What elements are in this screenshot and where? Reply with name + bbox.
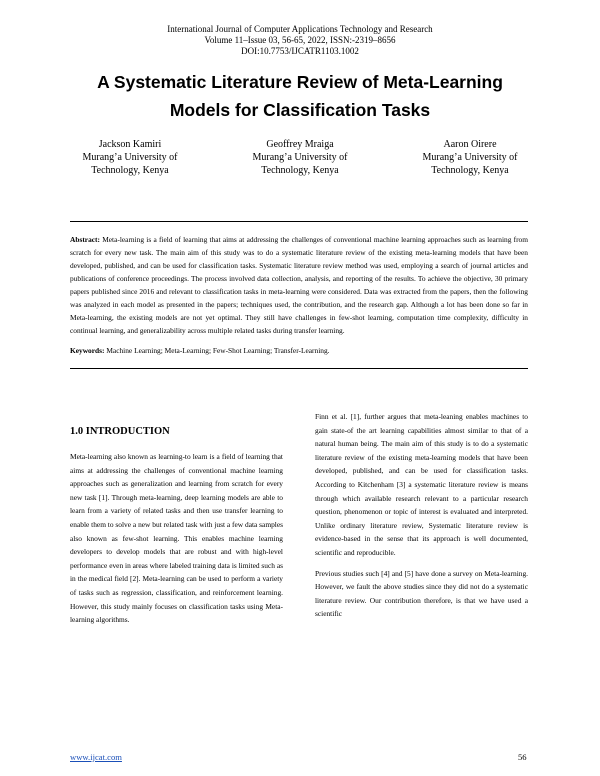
divider-top	[70, 221, 528, 222]
footer-url[interactable]: www.ijcat.com	[70, 752, 122, 762]
section-heading: 1.0 INTRODUCTION	[70, 426, 170, 437]
right-column	[315, 410, 528, 628]
author-affiliation: Technology, Kenya	[431, 165, 509, 176]
keywords	[70, 345, 528, 356]
keywords-text: Machine Learning; Meta-Learning; Few-Shot Learning; Transfer-Learning.	[106, 346, 330, 355]
author-affiliation: Murang’a University of	[252, 152, 348, 163]
paper-title	[40, 68, 560, 124]
intro-paragraph-1: Meta-learning also known as learning-to learn is a field of learning that aims at addressing the challenges of conventional machine learning approaches such as generalization and learning from scratch for every new task [1]. Through meta-learning, deep learning models are able to learn from a variety of related tasks and then use transfer learning to enable them to solve a new but related task with just a few data samples also known as few-shot learning. This enables machine learning developers to develop models that are robust and with high-level performance even in areas where labeled training data is limited such as in the medical field [2]. Meta-learning can be used to perform a variety of tasks such as regression, classification, and reinforcement learning. However, this study mainly focuses on classification tasks using Meta-learning algorithms.	[70, 452, 283, 625]
journal-name: International Journal of Computer Applications Technology and Research	[167, 24, 433, 34]
left-column	[70, 450, 283, 634]
intro-paragraph-3: Previous studies such [4] and [5] have done a survey on Meta-learning. However, we fault the above studies since they did not do a systematic literature review. Our contribution therefore, is that we have used a scientific	[315, 568, 528, 619]
author-2	[230, 138, 370, 177]
title-line-1: A Systematic Literature Review of Meta-Learning	[97, 72, 503, 92]
author-affiliation: Murang’a University of	[422, 152, 518, 163]
divider-bottom	[70, 368, 528, 369]
title-line-2: Models for Classification Tasks	[169, 100, 431, 120]
intro-paragraph-2: Finn et al. [1], further argues that meta-leaning enables machines to gain state-of the art learning capabilities almost similar to that of a natural human being. The main aim of this study is to do a systematic literature review of the existing meta-learning models that have been developed, published, and can be used for classification tasks. According to Kitchenham [3] a systematic literature review is means through which available research relevant to a particular research question, phenomenon or topic of interest is evaluated and interpreted. Unlike ordinary literature review, Systematic literature review is evidence-based in the sense that its approach is well documented, scientific and reproducible.	[315, 412, 528, 557]
abstract-text: Meta-learning is a field of learning that aims at addressing the challenges of conventional machine learning approaches such as learning from scratch for every new task. The main aim of this study was to do a systematic literature review of the existing meta-learning models that have been developed, published, and can be used for classification tasks. Systematic literature review method was used, employing a search of journal articles and publications of conference proceedings. The process involved data collection, analysis, and reporting of the results. To achieve the objective, 30 primary papers published since 2016 and relevant to classification tasks in meta-learning were considered. Data was extracted from the papers, then the following was analyzed in each model as presented in the papers; techniques used, the contribution, and the research gap. Although a lot has been done so far in Meta-learning, the existing models are not yet optimal. They still have challenges in few-shot learning, computation time complexity, difficulty in continual learning, and generalizability across multiple related tasks during transfer learning.	[70, 235, 528, 335]
keywords-label: Keywords:	[70, 346, 105, 355]
author-name: Aaron Oirere	[443, 139, 497, 150]
author-affiliation: Technology, Kenya	[91, 165, 169, 176]
author-list	[60, 138, 540, 177]
journal-header	[0, 24, 600, 57]
journal-volume: Volume 11–Issue 03, 56-65, 2022, ISSN:-2319–8656	[204, 35, 396, 45]
abstract	[70, 233, 528, 337]
author-name: Jackson Kamiri	[98, 139, 162, 150]
author-3	[400, 138, 540, 177]
page-number: 56	[518, 752, 527, 762]
author-name: Geoffrey Mraiga	[266, 139, 334, 150]
journal-doi: DOI:10.7753/IJCATR1103.1002	[241, 46, 359, 56]
author-affiliation: Murang’a University of	[82, 152, 178, 163]
author-affiliation: Technology, Kenya	[261, 165, 339, 176]
abstract-label: Abstract:	[70, 235, 100, 244]
author-1	[60, 138, 200, 177]
